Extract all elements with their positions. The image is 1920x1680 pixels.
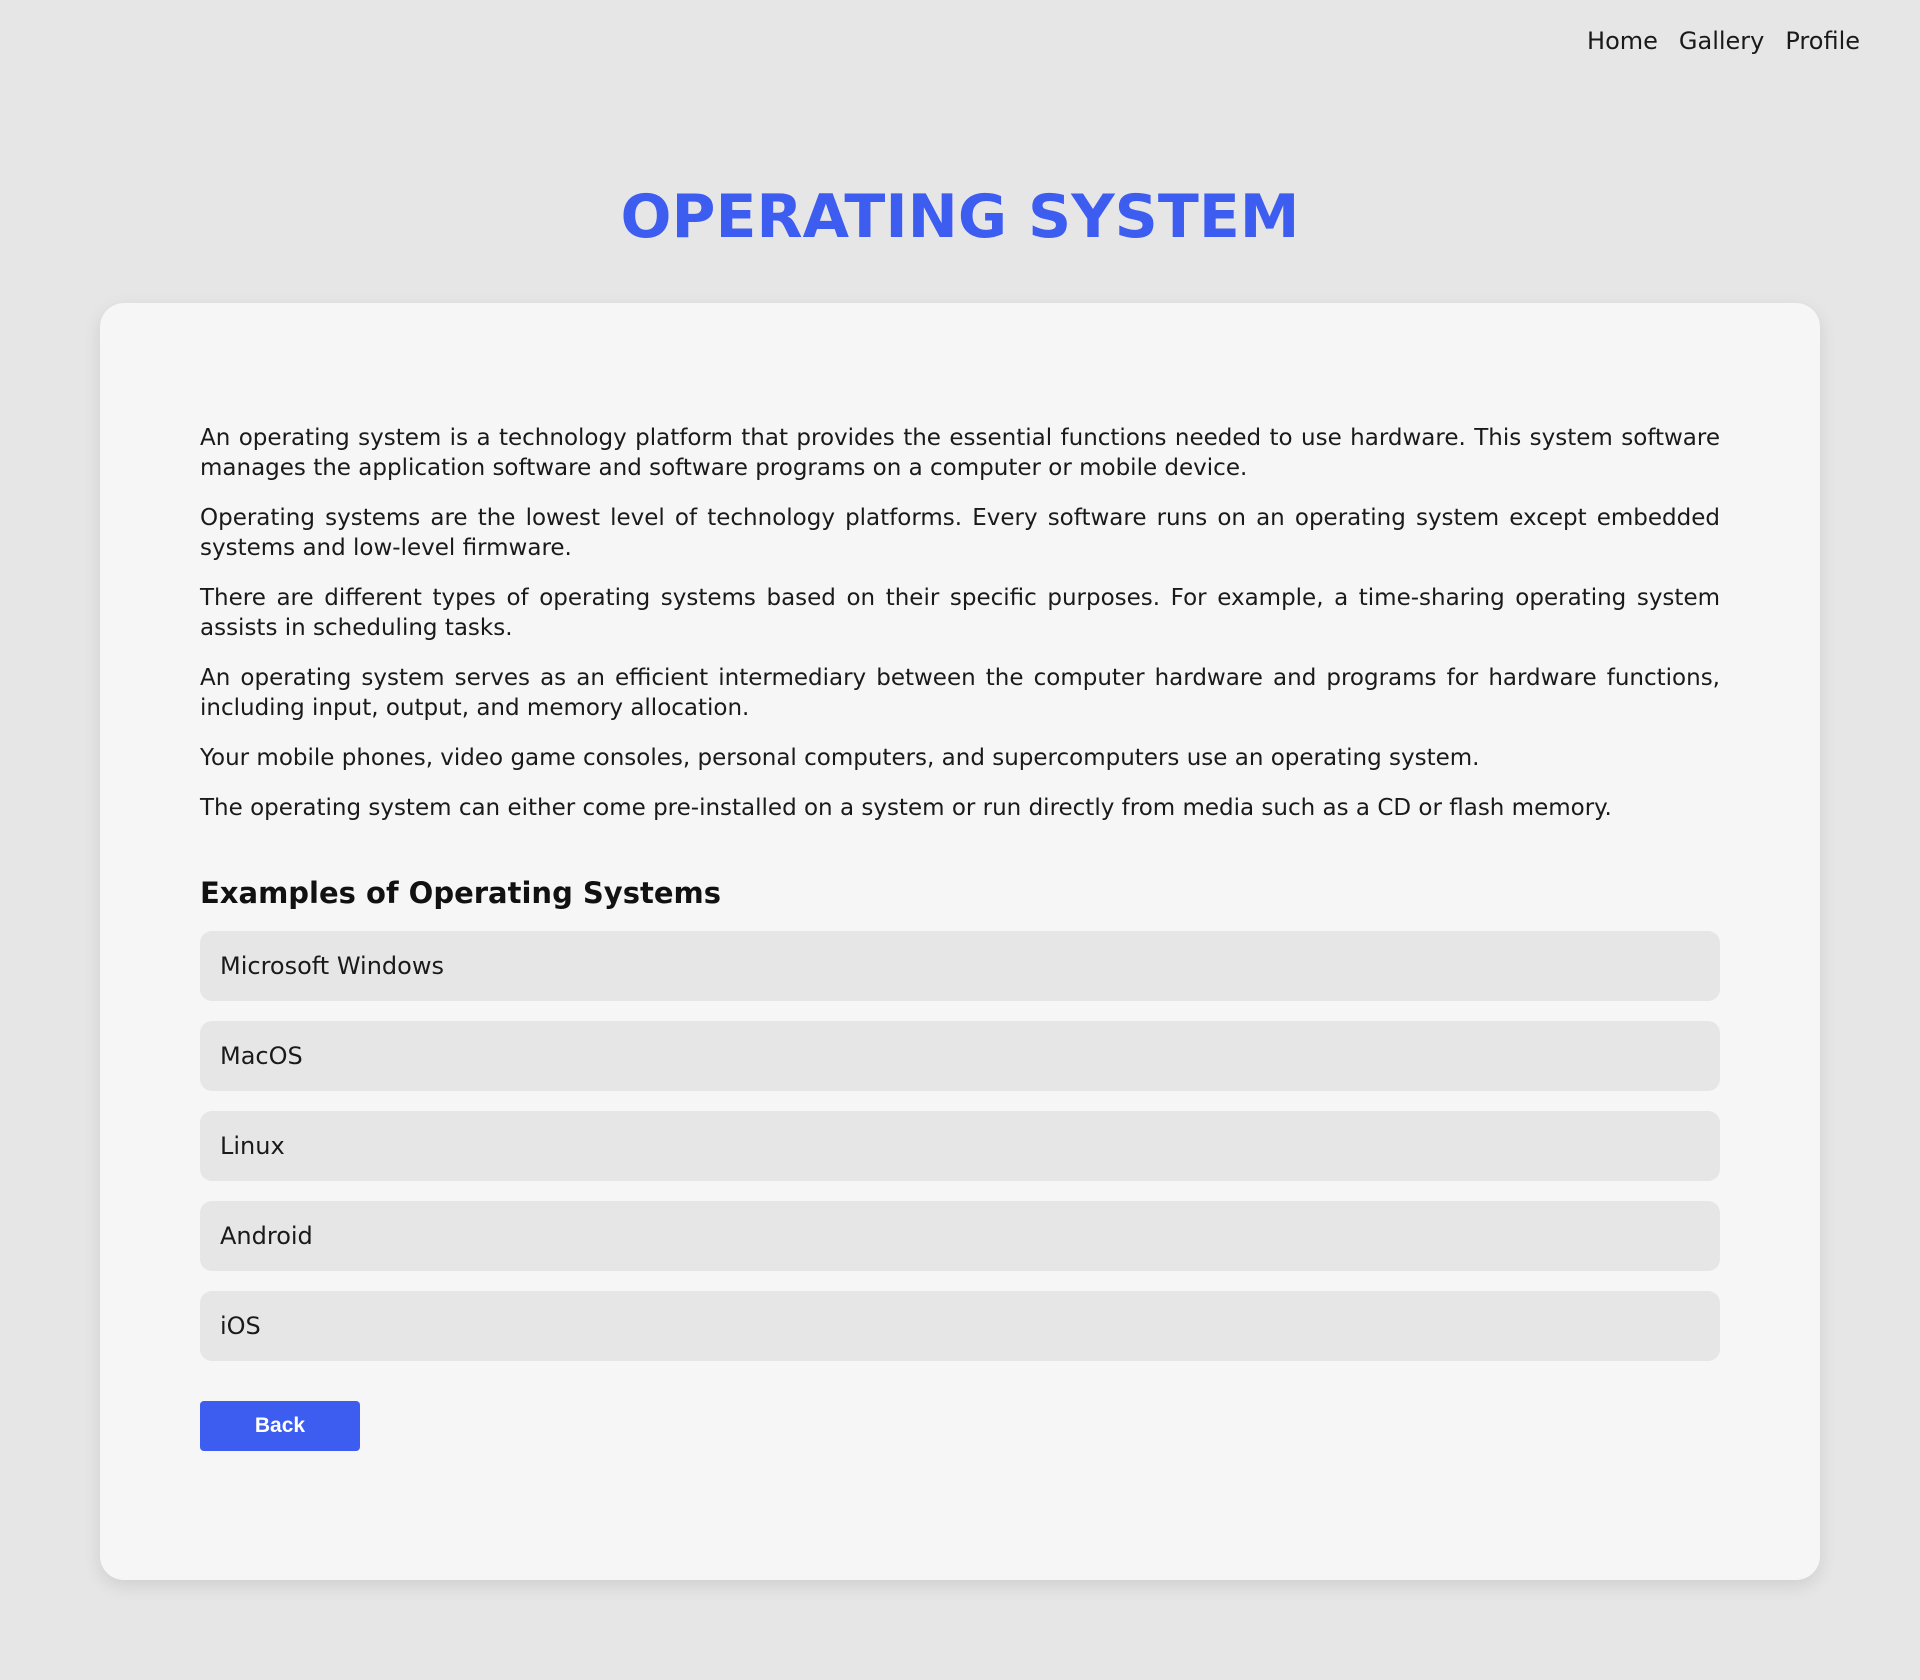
paragraph: An operating system serves as an efficient intermediary between the computer hardware and programs for hardware functions, including input, output, and memory allocation. bbox=[200, 665, 1720, 721]
top-navigation bbox=[1587, 22, 1860, 60]
card-content bbox=[200, 423, 1720, 1451]
paragraph: The operating system can either come pre-installed on a system or run directly from media such as a CD or flash memory. bbox=[200, 795, 1612, 821]
examples-list bbox=[200, 931, 1720, 1361]
content-card bbox=[100, 303, 1820, 1580]
list-item: Linux bbox=[200, 1111, 1720, 1181]
paragraph: Operating systems are the lowest level of technology platforms. Every software runs on an operating system except embedded systems and low-level firmware. bbox=[200, 505, 1720, 561]
back-button[interactable]: Back bbox=[200, 1401, 360, 1451]
list-item: Android bbox=[200, 1201, 1720, 1271]
list-item: MacOS bbox=[200, 1021, 1720, 1091]
list-item: Microsoft Windows bbox=[200, 931, 1720, 1001]
paragraph: Your mobile phones, video game consoles, personal computers, and supercomputers use an operating system. bbox=[200, 745, 1480, 771]
examples-heading: Examples of Operating Systems bbox=[200, 876, 721, 910]
nav-link-profile[interactable]: Profile bbox=[1785, 27, 1860, 55]
list-item: iOS bbox=[200, 1291, 1720, 1361]
nav-link-gallery[interactable]: Gallery bbox=[1678, 27, 1765, 55]
page-title: OPERATING SYSTEM bbox=[620, 182, 1300, 252]
paragraph: There are different types of operating systems based on their specific purposes. For example, a time-sharing operating system assists in scheduling tasks. bbox=[200, 585, 1720, 641]
nav-link-home[interactable]: Home bbox=[1587, 27, 1658, 55]
paragraph: An operating system is a technology platform that provides the essential functions needed to use hardware. This system software manages the application software and software programs on a computer or mobile device. bbox=[200, 425, 1720, 481]
